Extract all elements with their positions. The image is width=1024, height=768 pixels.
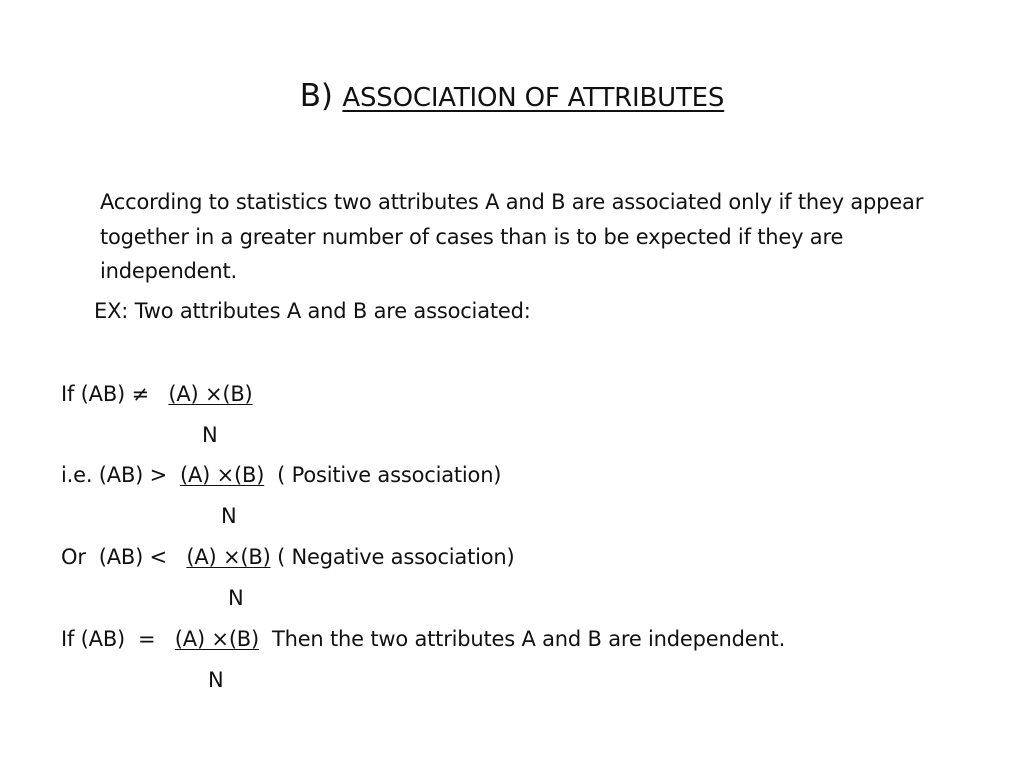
example-heading: EX: Two attributes A and B are associated:: [94, 299, 531, 323]
formula-2-suffix: ( Positive association): [264, 463, 502, 487]
formula-4-suffix: Then the two attributes A and B are independent.: [259, 627, 786, 651]
formula-2-prefix: i.e. (AB) >: [61, 463, 180, 487]
slide-title: [0, 76, 1024, 118]
formula-3-denominator: N: [228, 586, 244, 610]
definition-paragraph: According to statistics two attributes A and B are associated only if they appear together in a greater number of cases than is to be expected if they are independent.: [100, 190, 924, 283]
formula-4-prefix: If (AB) =: [61, 627, 175, 651]
formula-3-suffix: ( Negative association): [270, 545, 515, 569]
formula-2-denominator: N: [221, 504, 237, 528]
title-main: ASSOCIATION OF ATTRIBUTES: [342, 83, 725, 113]
title-prefix: B): [299, 78, 343, 114]
formula-3-prefix: Or (AB) <: [61, 545, 187, 569]
formula-line-4: [61, 622, 785, 656]
formula-3-numerator: (A) ×(B): [186, 545, 271, 569]
formula-4-numerator: (A) ×(B): [174, 627, 260, 651]
formula-2-numerator: (A) ×(B): [179, 463, 265, 487]
formula-line-2: [61, 458, 501, 492]
formula-line-3: [61, 540, 515, 574]
formula-line-1: [61, 377, 253, 411]
formula-1-denominator: N: [202, 423, 218, 447]
formula-1-prefix: If (AB) ≠: [61, 382, 169, 406]
formula-4-denominator: N: [208, 668, 224, 692]
formula-1-numerator: (A) ×(B): [168, 382, 253, 406]
